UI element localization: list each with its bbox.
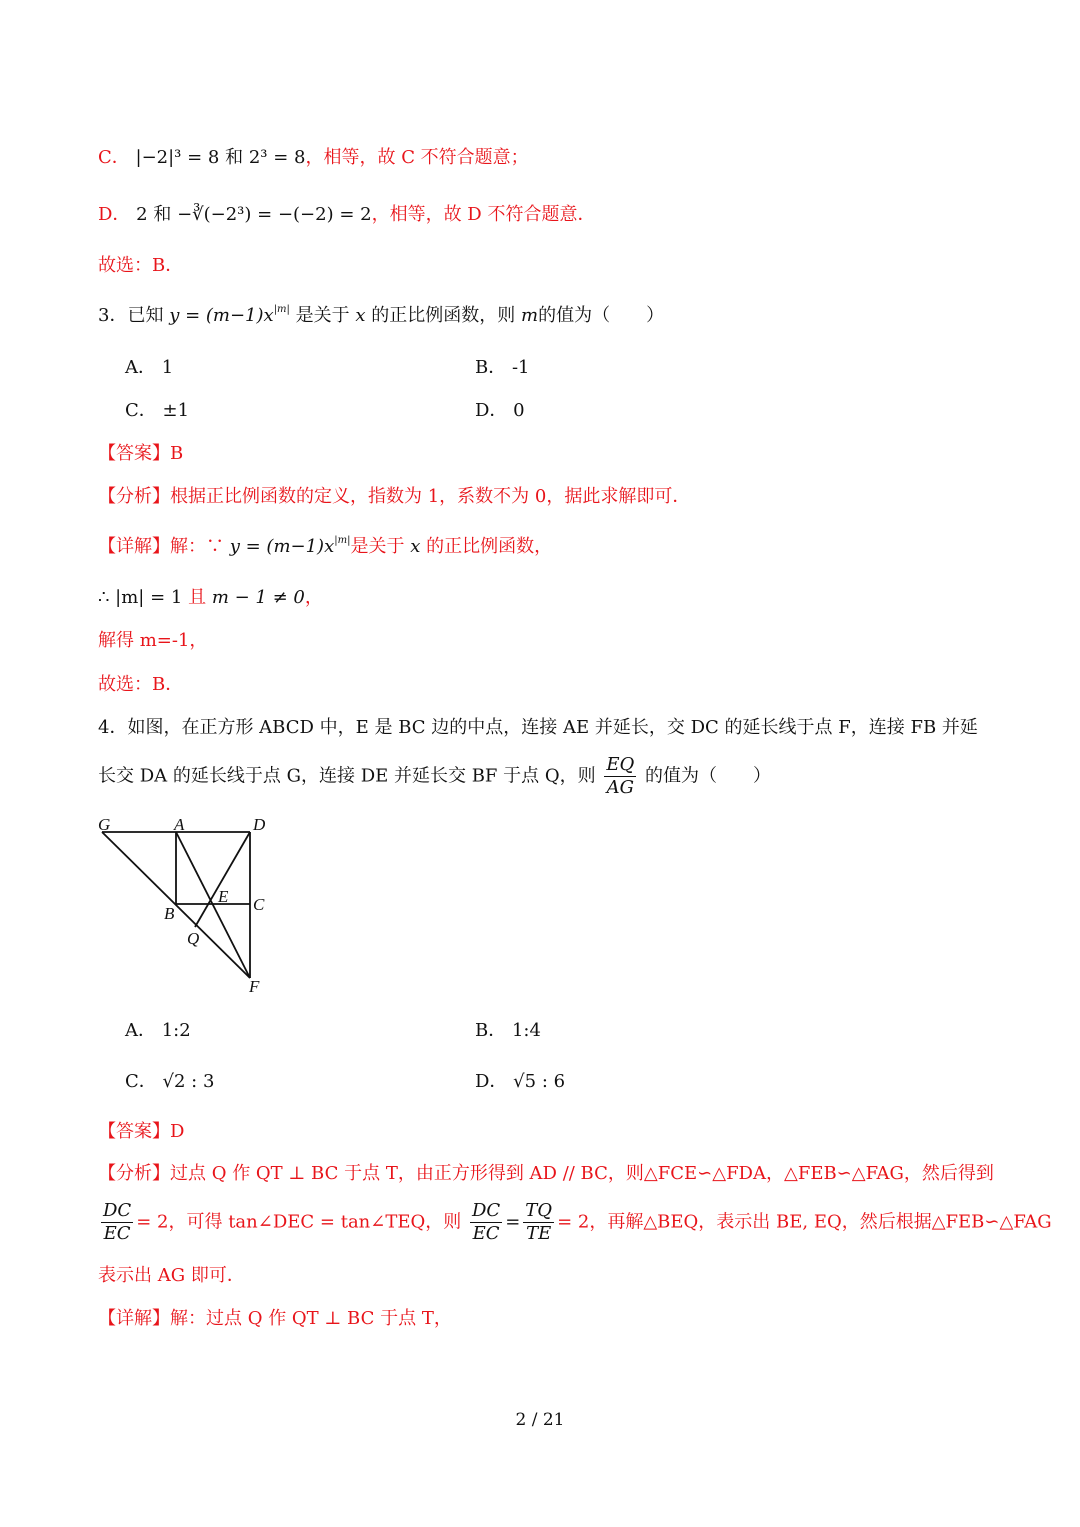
q4-stem-line-2 <box>98 754 771 799</box>
q3-detail-1-exp: |m| <box>334 535 351 546</box>
prev-choice: 故选：B． <box>98 255 184 276</box>
q3-detail-2-math: ∴ |m| = 1 <box>98 587 183 608</box>
q4-frac-den: AG <box>606 777 635 798</box>
label-A: A <box>174 815 185 834</box>
q3-option-b <box>475 356 530 380</box>
q3-detail-2 <box>98 586 323 610</box>
q4-option-a <box>125 1019 191 1043</box>
q3-answer-value: B <box>170 443 184 464</box>
q3-answer-tag: 【答案】 <box>98 443 170 464</box>
q3-choice: 故选：B． <box>98 674 184 695</box>
q3-detail-2-math2: m − 1 ≠ 0 <box>211 587 305 608</box>
prev-d-text: ，相等，故 D 不符合题意． <box>371 204 596 225</box>
prev-option-c <box>98 146 529 170</box>
q4-option-c-text: √2 : 3 <box>162 1071 215 1092</box>
label-Q: Q <box>187 929 200 948</box>
q3-option-d-text: 0 <box>513 400 525 421</box>
q3-option-b-label: B． <box>475 357 507 378</box>
frac1-num: DC <box>103 1200 132 1221</box>
q3-option-a-label: A． <box>125 357 156 378</box>
q3-option-c-text: ±1 <box>162 400 190 421</box>
frac3-den: TE <box>526 1223 552 1244</box>
q3-detail-3: 解得 m=-1， <box>98 630 208 651</box>
label-E: E <box>218 887 229 906</box>
q4-geometry-figure <box>92 812 282 1002</box>
q3-option-a <box>125 356 173 380</box>
q4-analysis-frac-2 <box>470 1200 502 1245</box>
q4-option-d-label: D． <box>475 1071 508 1092</box>
q4-detail <box>98 1307 452 1331</box>
q4-frac-num: EQ <box>606 754 635 775</box>
q3-option-c <box>125 399 189 423</box>
q4-stem-l2-post: 的值为（ ） <box>645 765 772 787</box>
q3-stem-exp: |m| <box>273 304 290 315</box>
frac3-num: TQ <box>525 1200 553 1221</box>
q3-stem-mid: 是关于 <box>295 305 350 326</box>
q4-analysis-line-3: 表示出 AG 即可． <box>98 1265 245 1286</box>
q4-stem-l2-pre: 长交 DA 的延长线于点 G，连接 DE 并延长交 BF 于点 Q，则 <box>98 765 596 787</box>
q3-analysis <box>98 485 690 509</box>
q4-analysis-l2-b: = 2，再解△BEQ，表示出 BE, EQ，然后根据△FEB∽△FAG <box>557 1211 1052 1233</box>
q3-analysis-text: 根据正比例函数的定义，指数为 1，系数不为 0，据此求解即可． <box>170 486 691 507</box>
q3-detail-2-end: ， <box>304 587 323 608</box>
q4-option-a-label: A． <box>125 1020 156 1041</box>
q4-analysis-l2-eq: = <box>505 1211 521 1233</box>
q3-number: 3． <box>98 305 128 326</box>
q4-analysis-line-2 <box>98 1200 1052 1245</box>
q3-detail-1-pre: 解：∵ <box>170 536 224 557</box>
q3-option-d-label: D． <box>475 400 508 421</box>
page-number: 2 / 21 <box>515 1410 565 1430</box>
q4-answer <box>98 1120 184 1144</box>
q4-analysis-line-1 <box>98 1162 994 1186</box>
label-G: G <box>98 815 111 834</box>
q3-stem-var: x <box>355 305 366 326</box>
label-F: F <box>249 977 260 996</box>
q4-option-b-text: 1:4 <box>511 1020 541 1041</box>
q4-analysis-l2-a: = 2，可得 tan∠DEC = tan∠TEQ，则 <box>136 1211 462 1233</box>
prev-c-math: |−2|³ = 8 和 2³ = 8 <box>135 147 306 168</box>
q4-answer-value: D <box>170 1121 185 1142</box>
q4-option-c-label: C． <box>125 1071 157 1092</box>
q3-answer <box>98 442 183 466</box>
q3-stem-post: 的正比例函数，则 <box>371 305 516 326</box>
label-C: C <box>253 895 265 914</box>
q3-detail-1 <box>98 535 552 559</box>
q3-stem <box>98 304 664 328</box>
q4-answer-tag: 【答案】 <box>98 1121 170 1142</box>
q3-option-c-label: C． <box>125 400 157 421</box>
q4-analysis-tag: 【分析】 <box>98 1163 170 1184</box>
q3-stem-end: 的值为（ ） <box>538 305 665 326</box>
q4-detail-text: 解：过点 Q 作 QT ⊥ BC 于点 T， <box>170 1308 452 1329</box>
line-DQ <box>195 832 250 927</box>
q3-option-d <box>475 399 525 423</box>
q4-option-a-text: 1:2 <box>161 1020 191 1041</box>
q4-stem-fraction <box>604 754 636 799</box>
q3-stem-var2: m <box>521 305 539 326</box>
label-D: D <box>253 815 266 834</box>
q4-analysis-l1: 过点 Q 作 QT ⊥ BC 于点 T，由正方形得到 AD // BC，则△FCE∽△FDA，△FEB∽△FAG，然后得到 <box>170 1163 994 1184</box>
prev-option-d <box>98 203 595 227</box>
q4-analysis-frac-3 <box>523 1200 554 1245</box>
label-B: B <box>164 904 175 923</box>
prev-d-math: 2 和 −∛(−2³) = −(−2) = 2 <box>136 204 372 225</box>
q4-analysis-frac-1 <box>101 1200 133 1245</box>
prev-c-text: ，相等，故 C 不符合题意； <box>305 147 529 168</box>
frac2-den: EC <box>472 1223 500 1244</box>
q3-analysis-tag: 【分析】 <box>98 486 170 507</box>
q3-detail-1-math: y = (m−1)x <box>229 536 335 557</box>
q3-detail-1-var: x <box>410 536 421 557</box>
prev-d-label: D． <box>98 204 131 225</box>
q3-detail-1-mid: 是关于 <box>350 536 405 557</box>
q3-detail-tag: 【详解】 <box>98 536 170 557</box>
q4-detail-tag: 【详解】 <box>98 1308 170 1329</box>
q4-option-d-text: √5 : 6 <box>513 1071 566 1092</box>
q3-stem-pre: 已知 <box>127 305 164 326</box>
q3-detail-1-post: 的正比例函数， <box>426 536 553 557</box>
q4-option-b <box>475 1019 541 1043</box>
q3-option-b-text: -1 <box>511 357 530 378</box>
frac1-den: EC <box>103 1223 131 1244</box>
q3-option-a-text: 1 <box>161 357 174 378</box>
q4-option-d <box>475 1070 565 1094</box>
q3-stem-math: y = (m−1)x <box>169 305 274 326</box>
q4-option-c <box>125 1070 214 1094</box>
q3-detail-2-and: 且 <box>188 587 207 608</box>
prev-c-label: C． <box>98 147 130 168</box>
frac2-num: DC <box>471 1200 501 1221</box>
q4-stem-line-1: 4．如图，在正方形 ABCD 中，E 是 BC 边的中点，连接 AE 并延长，交 DC 的延长线于点 F，连接 FB 并延 <box>98 717 978 738</box>
line-AF <box>176 832 250 978</box>
q4-option-b-label: B． <box>475 1020 507 1041</box>
